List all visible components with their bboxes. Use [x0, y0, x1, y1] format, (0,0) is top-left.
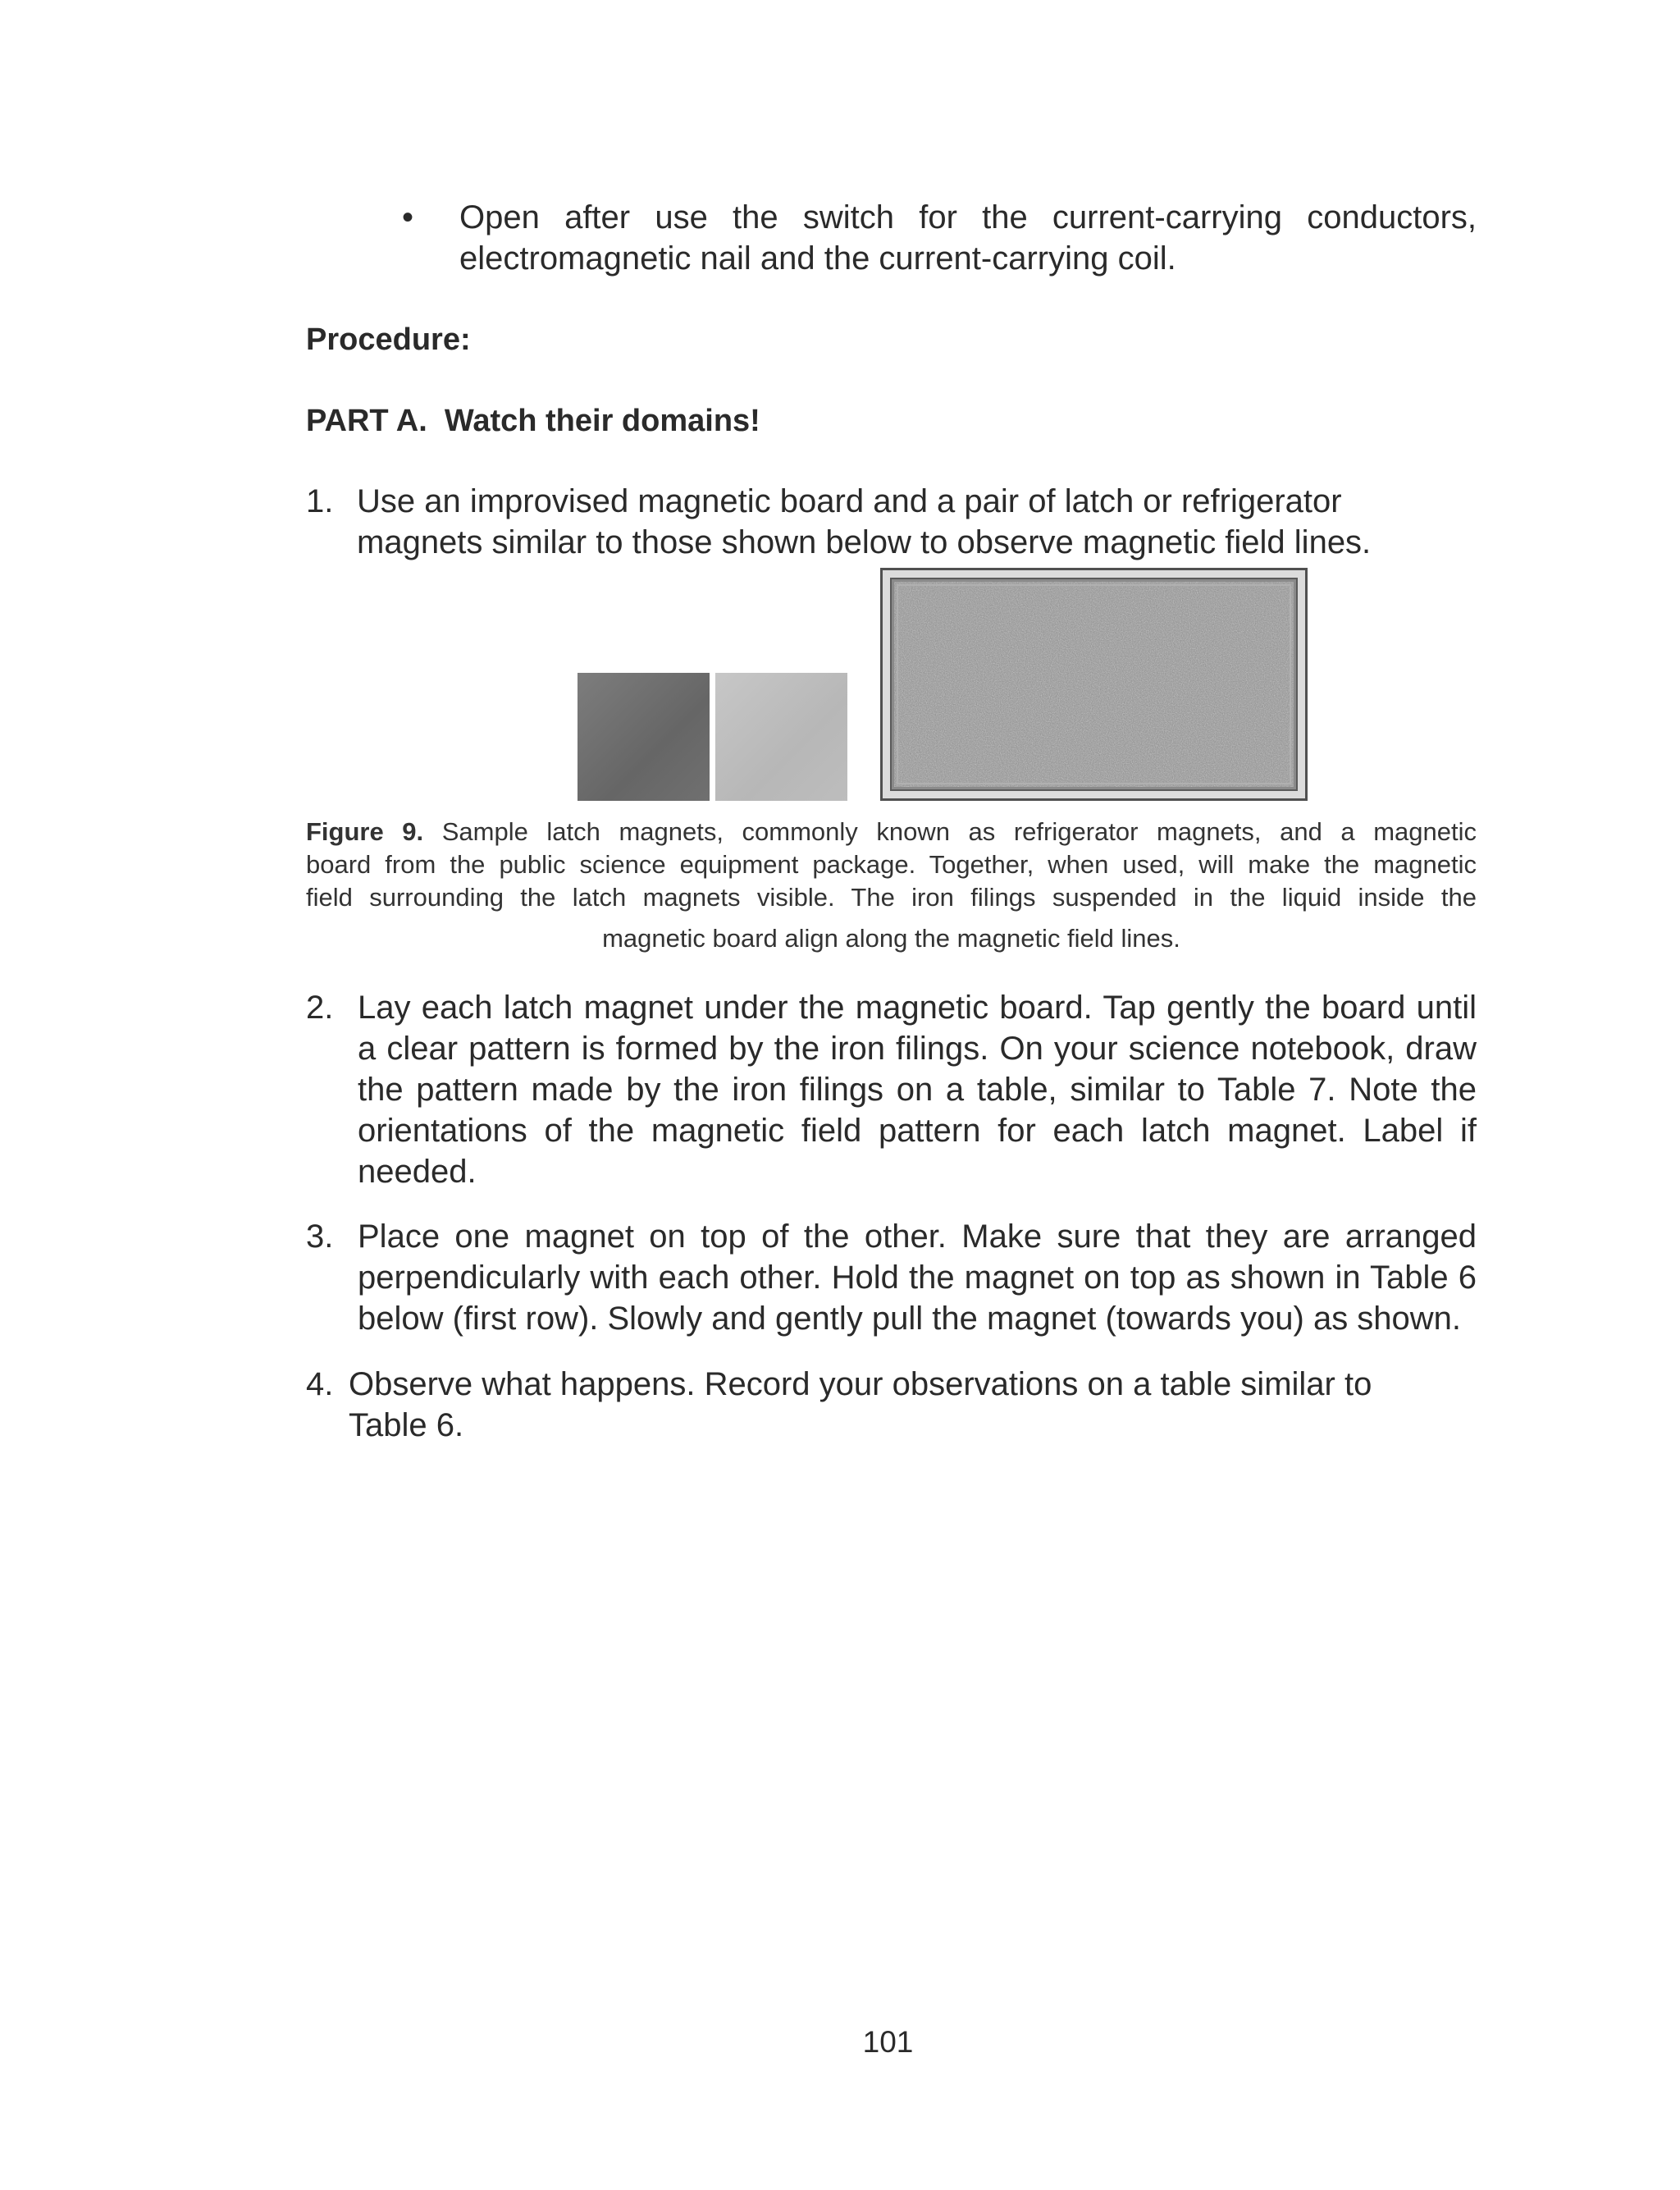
step-3 [306, 1216, 1477, 1339]
caption-line-3: field surrounding the latch magnets visible. The iron filings suspended in the liquid inside the [306, 883, 1477, 912]
figure-label: Figure 9. [306, 817, 424, 846]
page-number: 101 [862, 2025, 914, 2059]
latch-magnet-light-image [715, 673, 847, 801]
step-2-text: Lay each latch magnet under the magnetic board. Tap gently the board until a clear pattern is formed by the iron filings. On your science notebook, draw the pattern made by the iron filings on a table, similar to Table 7. Note the orientations of the magnetic field pattern for each latch magnet. Label if needed. [358, 990, 1477, 1190]
step-3-number: 3. [306, 1218, 334, 1255]
step-4 [306, 1364, 1477, 1446]
latch-magnet-dark-image [578, 673, 710, 801]
caption-line-1 [306, 816, 1477, 848]
part-a-heading: PART A. Watch their domains! [306, 404, 760, 438]
step-4-text: Observe what happens. Record your observations on a table similar to Table 6. [349, 1366, 1372, 1443]
step-1 [306, 481, 1477, 563]
step-2 [306, 987, 1477, 1192]
bullet-symbol: • [402, 199, 414, 235]
step-2-number: 2. [306, 990, 334, 1026]
step-1-number: 1. [306, 483, 334, 519]
step-1-text: Use an improvised magnetic board and a pair of latch or refrigerator magnets similar to those shown below to observe magnetic field lines. [357, 483, 1372, 560]
figure-9-images [578, 673, 848, 801]
caption-line-1-text: Sample latch magnets, commonly known as refrigerator magnets, and a magnetic [441, 817, 1477, 846]
caption-line-2: board from the public science equipment package. Together, when used, will make the magnetic [306, 850, 1477, 879]
magnetic-board-image [880, 568, 1308, 801]
step-4-number: 4. [306, 1366, 334, 1402]
figure-9-caption [306, 816, 1477, 955]
procedure-heading: Procedure: [306, 322, 471, 357]
bullet-text: Open after use the switch for the current-carrying conductors, electromagnetic nail and the current-carrying coil. [459, 199, 1477, 277]
step-3-text: Place one magnet on top of the other. Make sure that they are arranged perpendicularly with each other. Hold the magnet on top as shown in Table 6 below (first row). Slowly and gently pull the magnet (towards you) as shown. [358, 1218, 1477, 1337]
caption-line-4: magnetic board align along the magnetic field lines. [602, 924, 1180, 953]
